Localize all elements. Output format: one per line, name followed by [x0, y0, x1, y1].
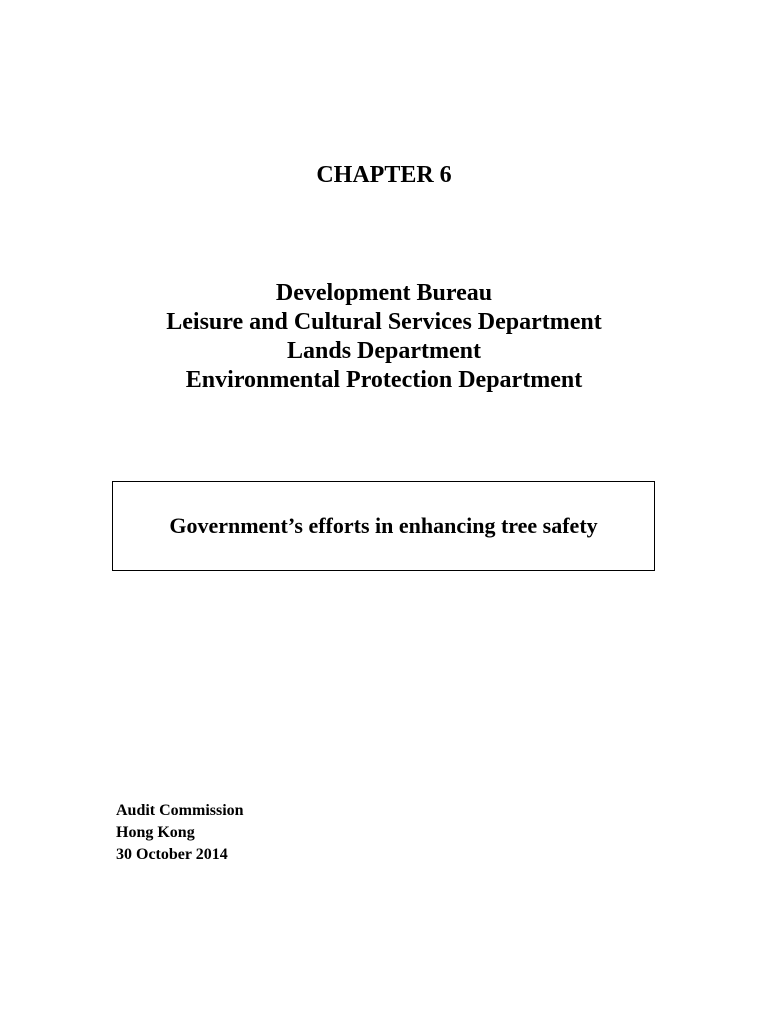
chapter-heading: CHAPTER 6 [316, 162, 452, 188]
department-name: Development Bureau [275, 280, 493, 306]
department-name: Leisure and Cultural Services Department [166, 309, 602, 335]
report-title-box [112, 481, 655, 571]
department-name: Lands Department [286, 338, 481, 364]
publication-date: 30 October 2014 [116, 846, 228, 863]
report-title: Government’s efforts in enhancing tree safety [169, 513, 598, 538]
department-list [0, 279, 768, 395]
publisher-organization: Audit Commission [116, 802, 244, 819]
publisher-location: Hong Kong [116, 824, 195, 841]
department-name: Environmental Protection Department [185, 367, 583, 393]
publisher-block [116, 800, 244, 866]
